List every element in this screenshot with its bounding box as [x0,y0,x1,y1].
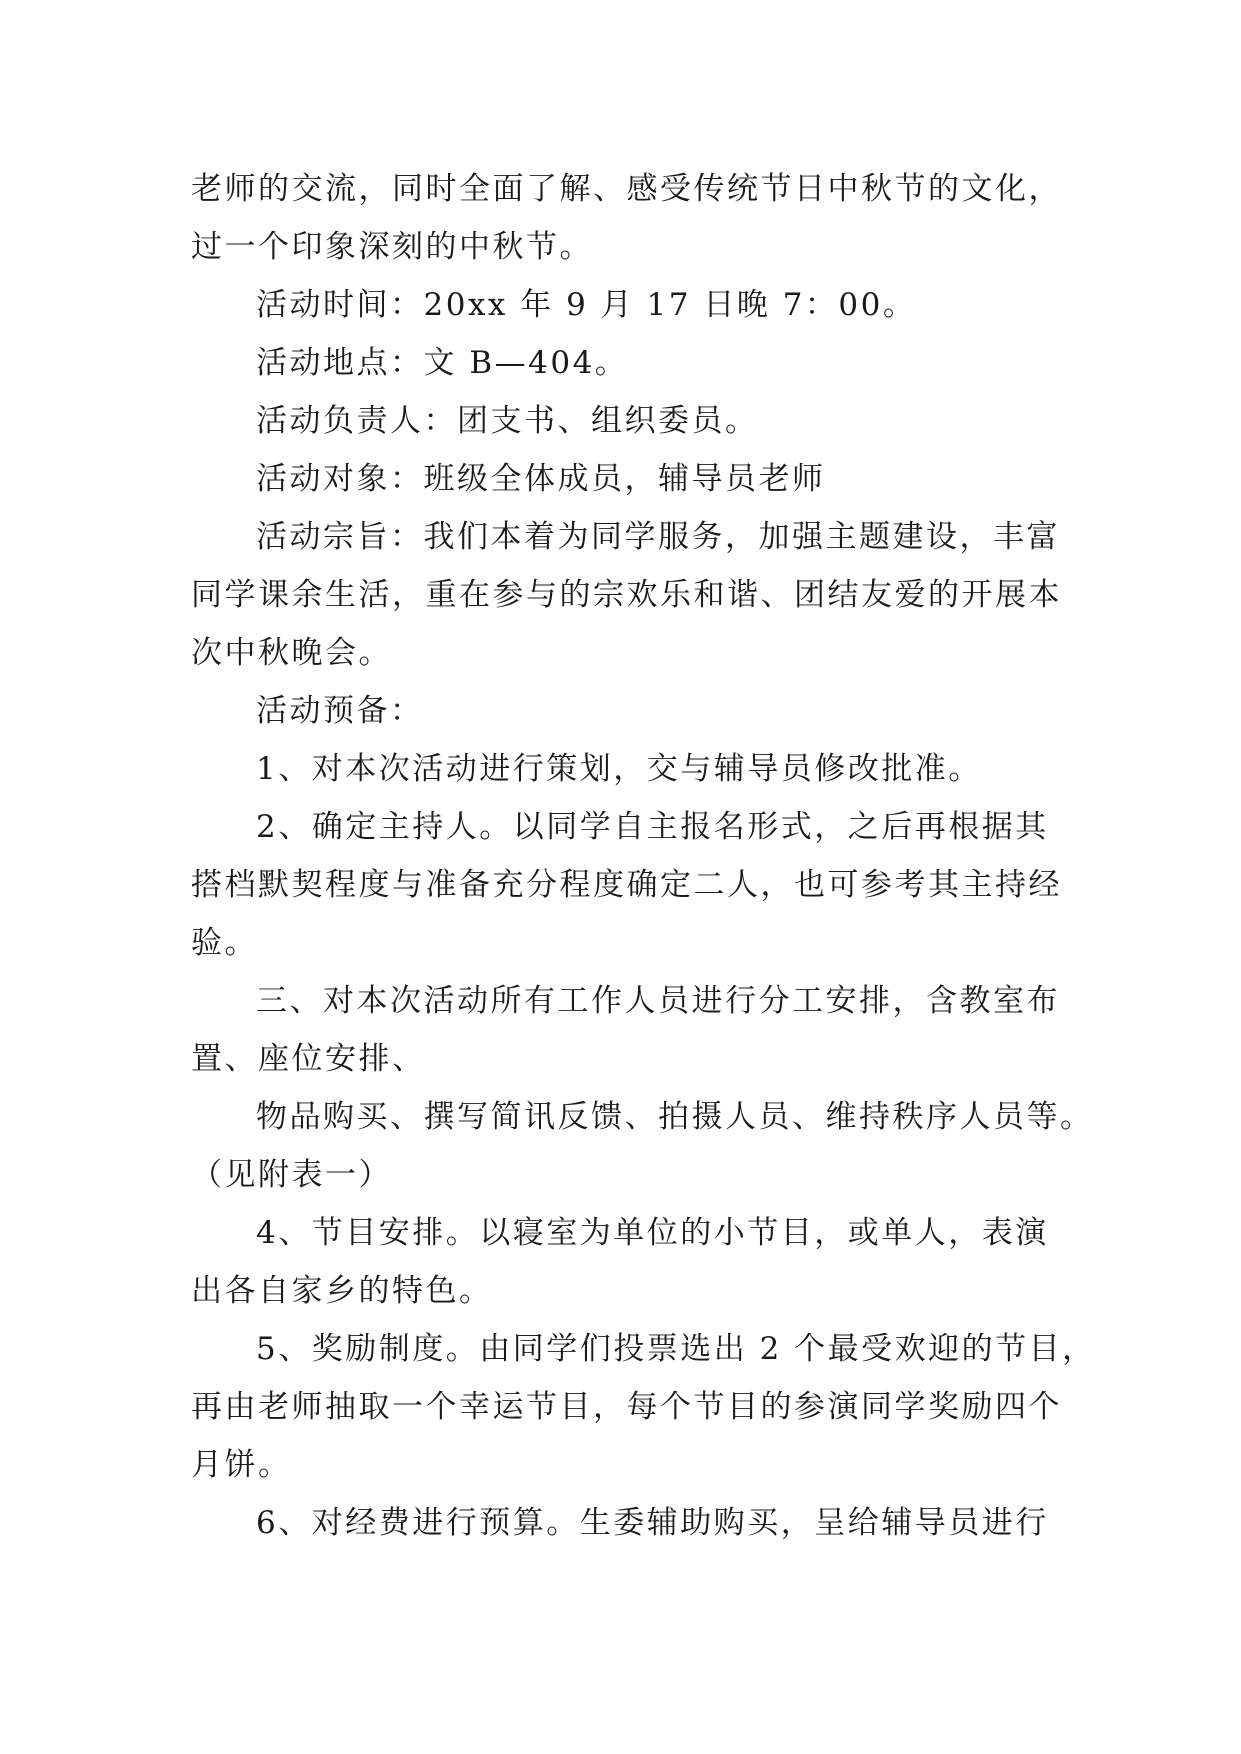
text-line: 物品购买、撰写简讯反馈、拍摄人员、维持秩序人员等。 [256,1099,1094,1135]
list-item-4: 4、节目安排。以寝室为单位的小节目，或单人，表演 [256,1215,1049,1251]
text-line: 次中秋晚会。 [191,635,392,671]
list-item-6: 6、对经费进行预算。生委辅助购买，呈给辅导员进行 [256,1505,1049,1541]
text-line-activity-leader: 活动负责人：团支书、组织委员。 [256,403,759,439]
text-line: 老师的交流，同时全面了解、感受传统节日中秋节的文化， [191,171,1062,207]
document-body [191,160,1096,1552]
list-item-5: 5、奖励制度。由同学们投票选出 2 个最受欢迎的节目， [256,1331,1096,1367]
text-line: 置、座位安排、 [191,1041,426,1077]
text-line: （见附表一） [191,1157,392,1193]
list-item-3: 三、对本次活动所有工作人员进行分工安排，含教室布 [256,983,1060,1019]
list-item-2: 2、确定主持人。以同学自主报名形式，之后再根据其 [256,809,1049,845]
text-line: 搭档默契程度与准备充分程度确定二人，也可参考其主持经 [191,867,1062,903]
text-line-activity-audience: 活动对象：班级全体成员，辅导员老师 [256,461,826,497]
text-line: 验。 [191,925,258,961]
text-line: 再由老师抽取一个幸运节目，每个节目的参演同学奖励四个 [191,1389,1062,1425]
text-line-activity-location: 活动地点：文 B—404。 [256,345,629,381]
text-line: 出各自家乡的特色。 [191,1273,493,1309]
text-line-activity-preparation: 活动预备： [256,693,424,729]
list-item-1: 1、对本次活动进行策划，交与辅导员修改批准。 [256,751,982,787]
text-line: 过一个印象深刻的中秋节。 [191,229,593,265]
text-line-activity-purpose: 活动宗旨：我们本着为同学服务，加强主题建设，丰富 [256,519,1060,555]
text-line: 同学课余生活，重在参与的宗欢乐和谐、团结友爱的开展本 [191,577,1062,613]
text-line-activity-time: 活动时间：20xx 年 9 月 17 日晚 7：00。 [256,287,917,323]
text-line: 月饼。 [191,1447,292,1483]
